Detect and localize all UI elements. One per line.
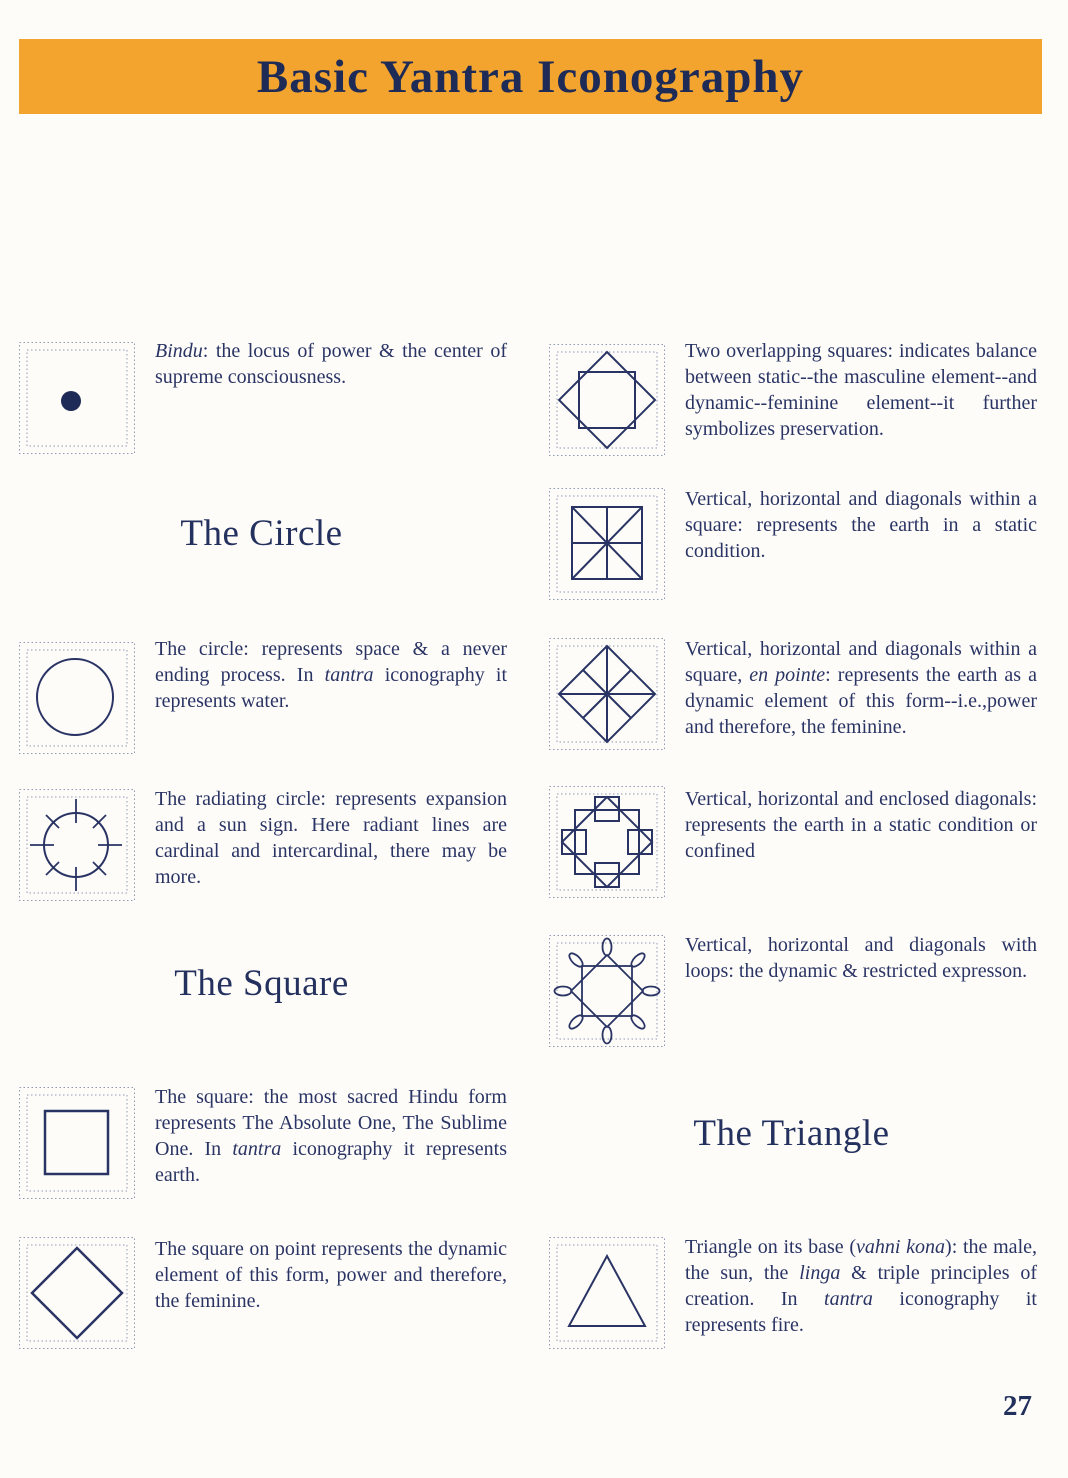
bindu-dot-in-square-icon [18,341,136,455]
title-banner [19,39,1042,114]
two-overlapping-squares-icon [548,343,666,457]
diamond-grid-description: Vertical, horizontal and diagonals within a square, en pointe: represents the earth as a dynamic element of this form--i.e.,power and therefore, the feminine. [685,638,1037,738]
circle-in-square-icon [18,641,136,755]
radiating-circle-description: The radiating circle: represents expansion and a sun sign. Here radiant lines are cardinal and intercardinal, there may be more. [155,788,507,888]
bindu-description: Bindu: the locus of power & the center of supreme consciousness. [155,340,507,388]
square-icon [18,1086,136,1200]
square-on-point-description: The square on point represents the dynamic element of this form, power and therefore, the feminine. [155,1238,507,1312]
square-description: The square: the most sacred Hindu form represents The Absolute One, The Sublime One. In tantra iconography it represents earth. [155,1086,507,1186]
square-with-vertical-horizontal-diagonals-icon [548,487,666,601]
star-with-loops-icon [548,934,666,1048]
heading-the-triangle: The Triangle [693,1113,890,1154]
triangle-on-base-icon [548,1236,666,1350]
radiating-circle-icon [18,788,136,902]
overlapping-squares-description: Two overlapping squares: indicates balance between static--the masculine element--and dynamic--feminine element--it further symbolizes preservation. [685,340,1037,440]
square-on-point-icon [18,1236,136,1350]
square-grid-description: Vertical, horizontal and diagonals within a square: represents the earth in a static condition. [685,488,1037,562]
square-en-pointe-with-lines-icon [548,637,666,751]
page-number: 27 [1003,1390,1032,1422]
triangle-description: Triangle on its base (vahni kona): the male, the sun, the linga & triple principles of creation. In tantra iconography it represents fire. [685,1236,1038,1336]
page-title: Basic Yantra Iconography [256,50,805,103]
square-with-enclosed-diagonals-icon [548,785,666,899]
loops-description: Vertical, horizontal and diagonals with loops: the dynamic & restricted expresson. [685,934,1037,982]
circle-description: The circle: represents space & a never ending process. In tantra iconography it represents water. [155,638,507,712]
heading-the-circle: The Circle [180,513,343,554]
enclosed-diagonals-description: Vertical, horizontal and enclosed diagonals: represents the earth in a static condition or confined [685,788,1037,862]
heading-the-square: The Square [174,963,349,1004]
